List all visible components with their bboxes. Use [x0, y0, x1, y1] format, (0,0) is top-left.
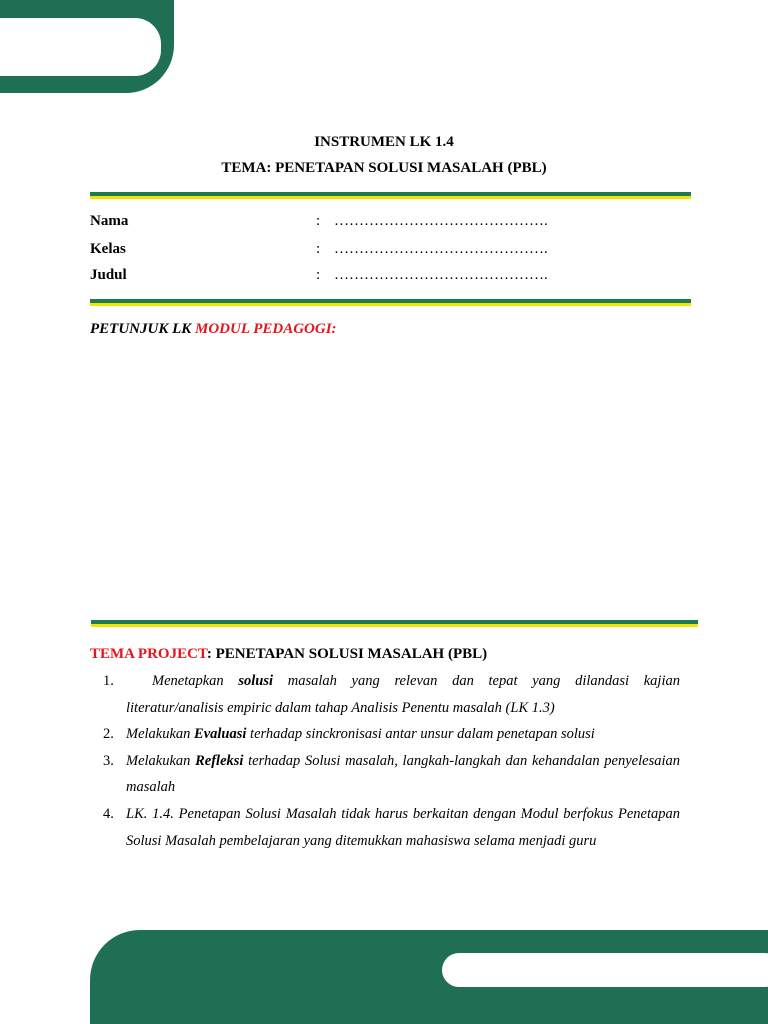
divider-top [90, 192, 691, 199]
item-text: terhadap Solusi masalah, langkah-langkah dan kehandalan penyelesaian masalah [126, 752, 680, 796]
divider-bottom [91, 620, 698, 627]
item-text: Melakukan [126, 752, 196, 769]
item-text: Menetapkan [152, 673, 239, 689]
list-number: 4. [103, 805, 114, 822]
corner-decoration-top-inner [0, 18, 161, 76]
field-value-nama: ……………………………………. [334, 213, 548, 229]
field-value-judul: ……………………………………. [334, 267, 548, 283]
field-label-judul: Judul [90, 267, 127, 283]
item-text: LK. 1.4. Penetapan Solusi Masalah tidak harus berkaitan dengan Modul berfokus Penetapan Solusi Masalah pembelajaran yang ditemukkan mahasiswa selama menjadi guru [126, 805, 680, 849]
document-title: INSTRUMEN LK 1.4 [314, 134, 454, 150]
field-colon: : [316, 267, 321, 283]
list-item [90, 801, 680, 854]
field-label-nama: Nama [90, 213, 129, 229]
task-list [90, 668, 680, 854]
list-item [90, 668, 680, 721]
document-theme: TEMA: PENETAPAN SOLUSI MASALAH (PBL) [221, 160, 547, 176]
list-number: 1. [103, 673, 114, 689]
footer-decoration-pill [442, 953, 768, 987]
instruction-heading [90, 321, 337, 338]
item-text: Melakukan [126, 726, 195, 743]
list-item [90, 748, 680, 801]
item-text: terhadap sinckronisasi antar unsur dalam penetapan solusi [246, 726, 595, 743]
instruction-highlight: MODUL PEDAGOGI: [195, 321, 337, 337]
item-bold: Refleksi [195, 752, 244, 769]
item-bold: Evaluasi [194, 726, 247, 743]
list-item [90, 721, 680, 748]
project-title: : PENETAPAN SOLUSI MASALAH (PBL) [206, 646, 488, 662]
instruction-prefix: PETUNJUK LK [90, 321, 195, 337]
divider-middle [90, 299, 691, 306]
field-colon: : [316, 241, 321, 257]
item-text: masalah yang relevan dan tepat yang dilandasi kajian literatur/analisis empiric dalam tahap Analisis Penentu masalah (LK 1.3) [126, 673, 680, 716]
item-bold: solusi [238, 673, 274, 689]
project-label: TEMA PROJECT [90, 646, 207, 662]
list-number: 2. [103, 726, 114, 743]
field-colon: : [316, 213, 321, 229]
field-label-kelas: Kelas [90, 241, 126, 257]
project-heading [90, 646, 487, 663]
list-number: 3. [103, 752, 114, 769]
field-value-kelas: ……………………………………. [334, 241, 548, 257]
